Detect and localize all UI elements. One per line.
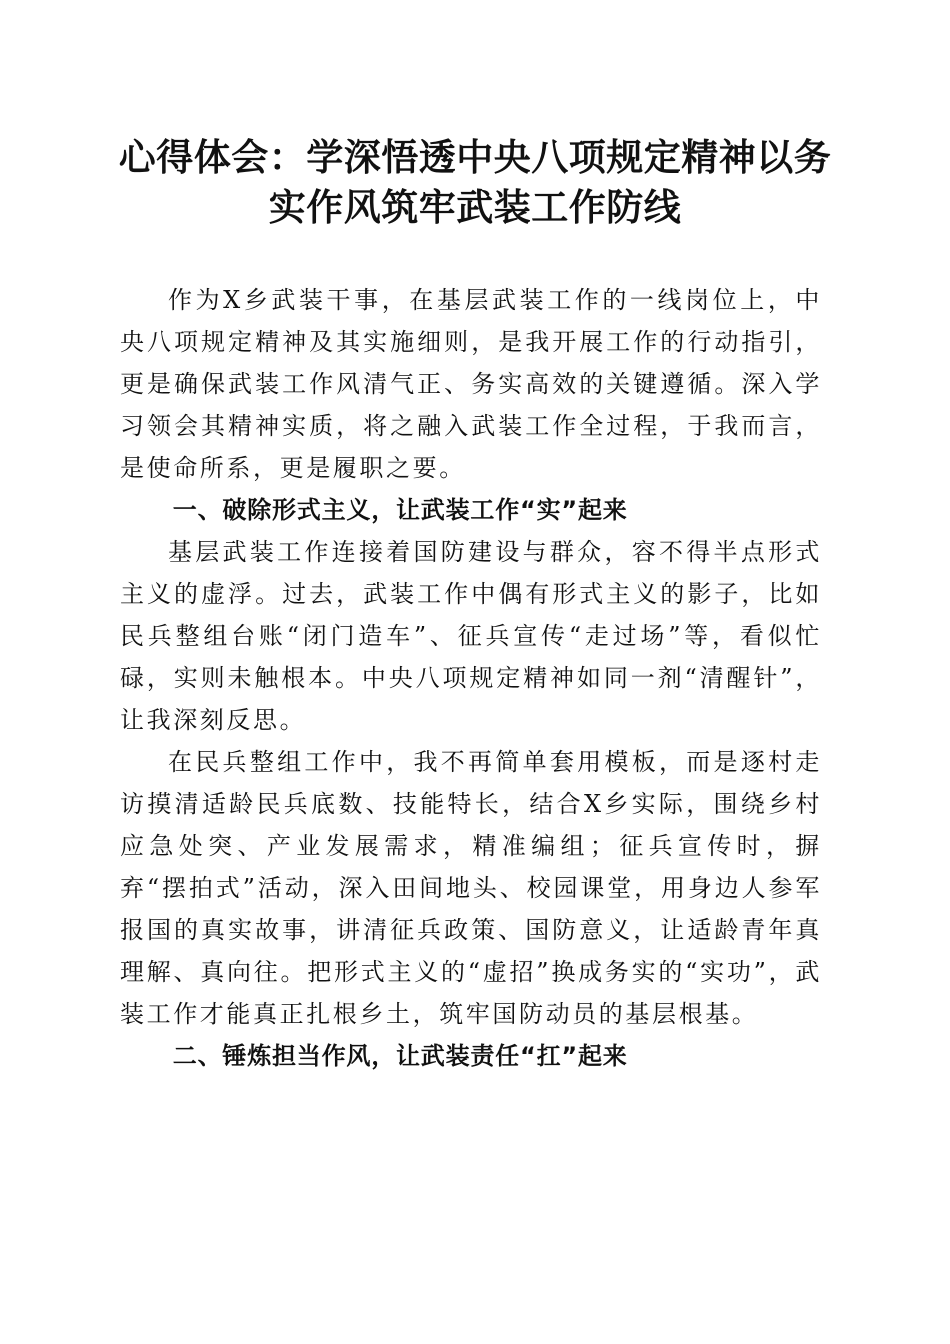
intro-paragraph: 作为X乡武装干事，在基层武装工作的一线岗位上，中央八项规定精神及其实施细则，是我开展工作的行动指引，更是确保武装工作风清气正、务实高效的关键遵循。深入学习领会其精神实质，将之融入武装工作全过程，于我而言，是使命所系，更是履职之要。: [120, 286, 822, 482]
section-1-paragraph-1: 基层武装工作连接着国防建设与群众，容不得半点形式主义的虚浮。过去，武装工作中偶有形式主义的影子，比如民兵整组台账“闭门造车”、征兵宣传“走过场”等，看似忙碌，实则未触根本。中央八项规定精神如同一剂“清醒针”，让我深刻反思。: [120, 538, 822, 734]
section-2-heading: 二、锤炼担当作风，让武装责任“扛”起来: [172, 1042, 628, 1070]
document-title: 心得体会：学深悟透中央八项规定精神以务实作风筑牢武装工作防线: [118, 135, 832, 229]
document-body: [120, 279, 822, 1077]
section-1-heading: 一、破除形式主义，让武装工作“实”起来: [172, 496, 628, 524]
section-1-paragraph-2: 在民兵整组工作中，我不再简单套用模板，而是逐村走访摸清适龄民兵底数、技能特长，结合X乡实际，围绕乡村应急处突、产业发展需求，精准编组；征兵宣传时，摒弃“摆拍式”活动，深入田间地头、校园课堂，用身边人参军报国的真实故事，讲清征兵政策、国防意义，让适龄青年真理解、真向往。把形式主义的“虚招”换成务实的“实功”，武装工作才能真正扎根乡土，筑牢国防动员的基层根基。: [120, 748, 822, 1028]
